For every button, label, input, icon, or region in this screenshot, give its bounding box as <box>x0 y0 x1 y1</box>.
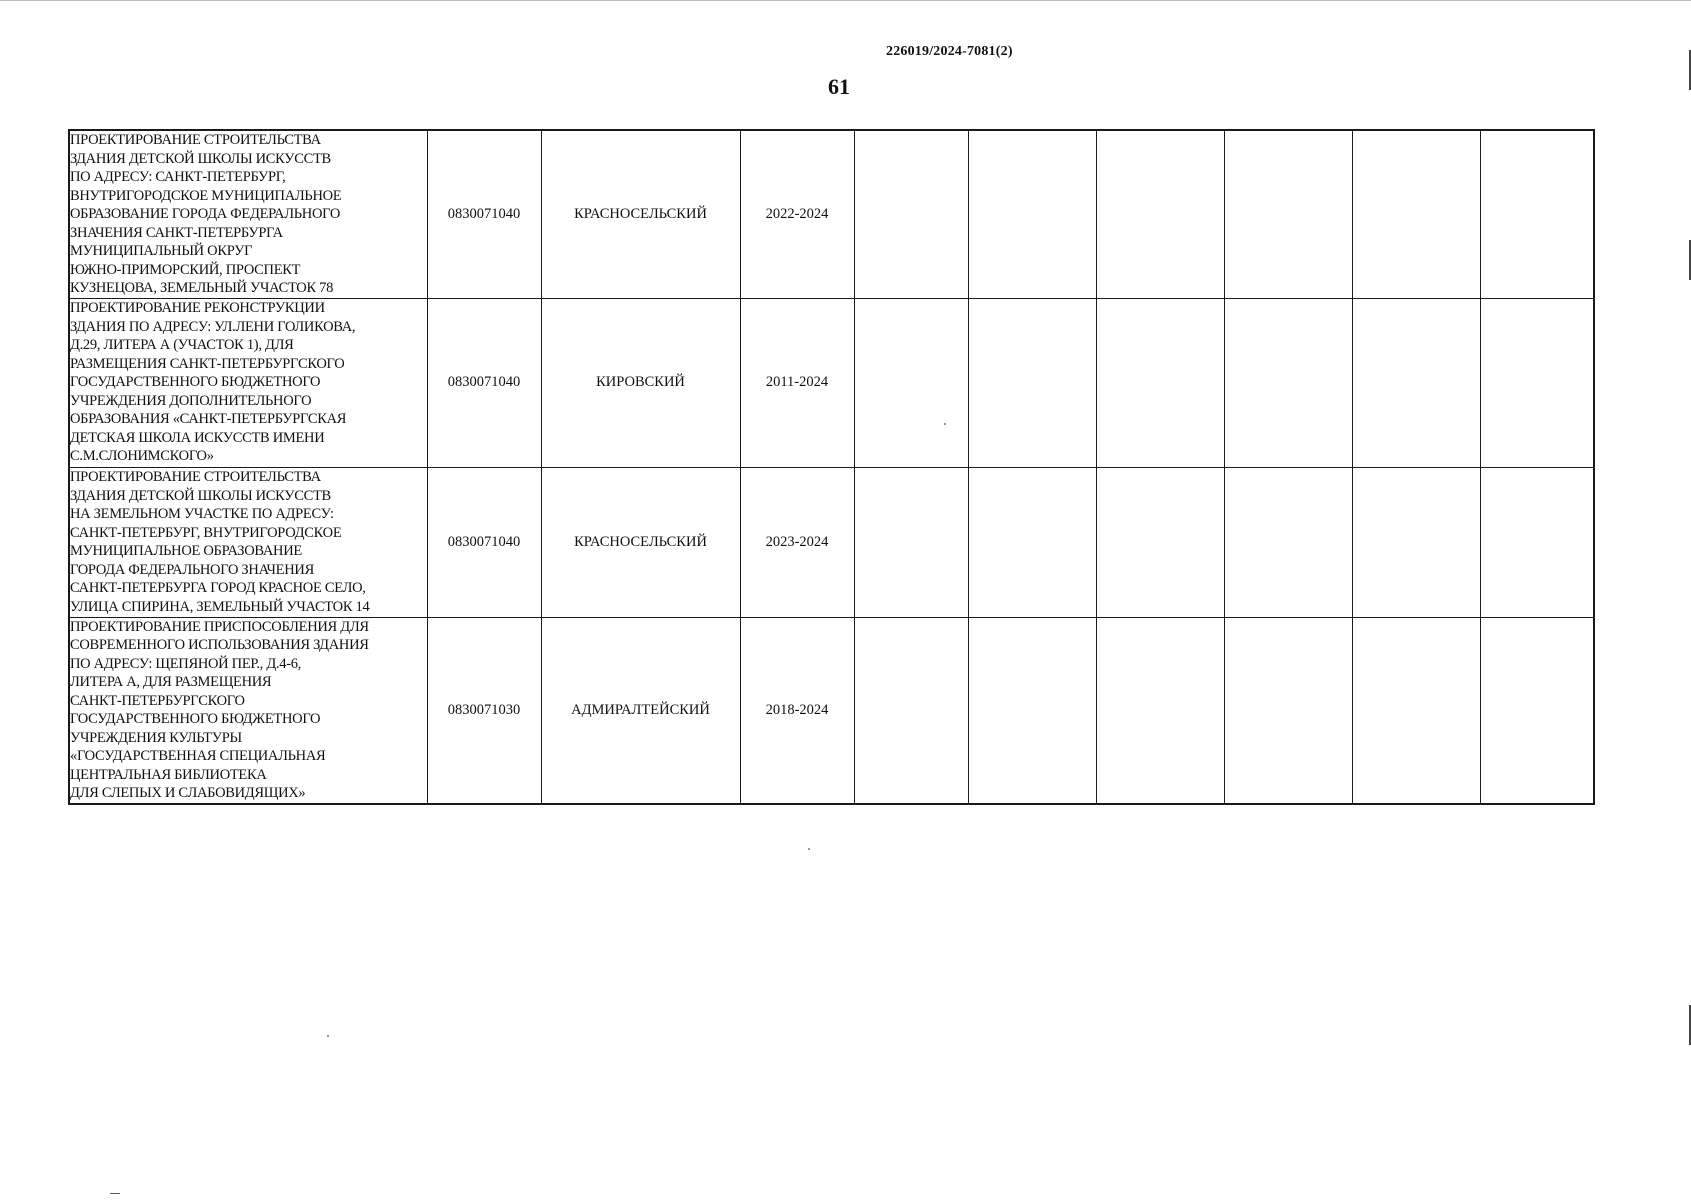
district-cell: КРАСНОСЕЛЬСКИЙ <box>541 467 740 617</box>
project-name-cell: ПРОЕКТИРОВАНИЕ ПРИСПОСОБЛЕНИЯ ДЛЯ СОВРЕМЕННОГО ИСПОЛЬЗОВАНИЯ ЗДАНИЯ ПО АДРЕСУ: ЩЕПЯНОЙ ПЕР., Д.4-6, ЛИТЕРА А, ДЛЯ РАЗМЕЩЕНИЯ САНКТ-ПЕТЕРБУРГСКОГО ГОСУДАРСТВЕННОГО БЮДЖЕТНОГО УЧРЕЖДЕНИЯ КУЛЬТУРЫ «ГОСУДАРСТВЕННАЯ СПЕЦИАЛЬНАЯ ЦЕНТРАЛЬНАЯ БИБЛИОТЕКА ДЛЯ СЛЕПЫХ И СЛАБОВИДЯЩИХ» <box>69 617 427 804</box>
project-name-cell: ПРОЕКТИРОВАНИЕ СТРОИТЕЛЬСТВА ЗДАНИЯ ДЕТСКОЙ ШКОЛЫ ИСКУССТВ НА ЗЕМЕЛЬНОМ УЧАСТКЕ ПО АДРЕСУ: САНКТ-ПЕТЕРБУРГ, ВНУТРИГОРОДСКОЕ МУНИЦИПАЛЬНОЕ ОБРАЗОВАНИЕ ГОРОДА ФЕДЕРАЛЬНОГО ЗНАЧЕНИЯ САНКТ-ПЕТЕРБУРГА ГОРОД КРАСНОЕ СЕЛО, УЛИЦА СПИРИНА, ЗЕМЕЛЬНЫЙ УЧАСТОК 14 <box>69 467 427 617</box>
empty-cell <box>1352 467 1480 617</box>
projects-table <box>68 129 1595 805</box>
empty-cell <box>1480 617 1594 804</box>
period-cell: 2018-2024 <box>740 617 854 804</box>
budget-code-cell: 0830071040 <box>427 130 541 298</box>
table-row <box>69 298 1594 467</box>
district-cell: КРАСНОСЕЛЬСКИЙ <box>541 130 740 298</box>
empty-cell <box>1480 298 1594 467</box>
page-number: 61 <box>828 74 850 99</box>
budget-code-cell: 0830071040 <box>427 467 541 617</box>
empty-cell <box>1352 617 1480 804</box>
table-row <box>69 467 1594 617</box>
empty-cell <box>1224 467 1352 617</box>
empty-cell <box>1224 298 1352 467</box>
document-registration-number: 226019/2024-7081(2) <box>886 44 1013 59</box>
empty-cell <box>1096 298 1224 467</box>
district-cell: КИРОВСКИЙ <box>541 298 740 467</box>
empty-cell <box>1480 467 1594 617</box>
empty-cell <box>1352 298 1480 467</box>
scan-speck <box>327 1035 329 1037</box>
empty-cell <box>1352 130 1480 298</box>
project-name-cell: ПРОЕКТИРОВАНИЕ СТРОИТЕЛЬСТВА ЗДАНИЯ ДЕТСКОЙ ШКОЛЫ ИСКУССТВ ПО АДРЕСУ: САНКТ-ПЕТЕРБУРГ, ВНУТРИГОРОДСКОЕ МУНИЦИПАЛЬНОЕ ОБРАЗОВАНИЕ ГОРОДА ФЕДЕРАЛЬНОГО ЗНАЧЕНИЯ САНКТ-ПЕТЕРБУРГА МУНИЦИПАЛЬНЫЙ ОКРУГ ЮЖНО-ПРИМОРСКИЙ, ПРОСПЕКТ КУЗНЕЦОВА, ЗЕМЕЛЬНЫЙ УЧАСТОК 78 <box>69 130 427 298</box>
empty-cell <box>968 617 1096 804</box>
empty-cell <box>968 130 1096 298</box>
empty-cell <box>1224 617 1352 804</box>
table-row <box>69 130 1594 298</box>
scan-speck <box>944 423 946 425</box>
empty-cell <box>854 298 968 467</box>
scan-speck <box>110 1193 120 1199</box>
empty-cell <box>1096 467 1224 617</box>
project-name-cell: ПРОЕКТИРОВАНИЕ РЕКОНСТРУКЦИИ ЗДАНИЯ ПО АДРЕСУ: УЛ.ЛЕНИ ГОЛИКОВА, Д.29, ЛИТЕРА А (УЧАСТОК 1), ДЛЯ РАЗМЕЩЕНИЯ САНКТ-ПЕТЕРБУРГСКОГО ГОСУДАРСТВЕННОГО БЮДЖЕТНОГО УЧРЕЖДЕНИЯ ДОПОЛНИТЕЛЬНОГО ОБРАЗОВАНИЯ «САНКТ-ПЕТЕРБУРГСКАЯ ДЕТСКАЯ ШКОЛА ИСКУССТВ ИМЕНИ С.М.СЛОНИМСКОГО» <box>69 298 427 467</box>
budget-code-cell: 0830071030 <box>427 617 541 804</box>
scan-speck <box>808 848 810 850</box>
table-row <box>69 617 1594 804</box>
empty-cell <box>1224 130 1352 298</box>
period-cell: 2023-2024 <box>740 467 854 617</box>
empty-cell <box>968 467 1096 617</box>
empty-cell <box>1096 130 1224 298</box>
empty-cell <box>854 467 968 617</box>
empty-cell <box>854 130 968 298</box>
period-cell: 2022-2024 <box>740 130 854 298</box>
empty-cell <box>968 298 1096 467</box>
empty-cell <box>1480 130 1594 298</box>
empty-cell <box>854 617 968 804</box>
period-cell: 2011-2024 <box>740 298 854 467</box>
budget-code-cell: 0830071040 <box>427 298 541 467</box>
district-cell: АДМИРАЛТЕЙСКИЙ <box>541 617 740 804</box>
empty-cell <box>1096 617 1224 804</box>
scan-top-edge <box>0 0 1691 1</box>
